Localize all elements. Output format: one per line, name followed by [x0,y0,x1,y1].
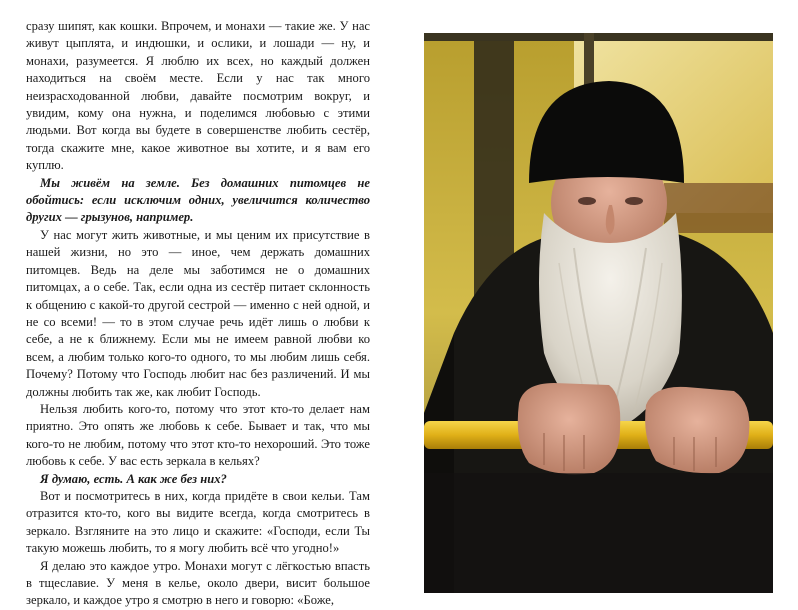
book-text-column [26,18,370,610]
paragraph-3: У нас могут жить животные, и мы ценим их присутствие в нашей жизни, но это — иное, чем держать домашних питомцев. Ведь на деле мы заботимся не о домашних питомцах, а о себе. Так, если одна из сестёр питает склонность к общению с какой-то другой сестрой — именно с ней одной, и не со всеми! — то в этом случае речь идёт лишь о любви к себе, а не к ближнему. Если мы не имеем равной любви ко всем, а любим только кого-то одного, то мы любим лишь себя. Почему? Потому что Господь любит нас без различений. И мы должны любить так же, как любит Господь. [26,227,370,399]
monk-photo-illustration [424,33,773,593]
monk-photo [424,33,773,593]
paragraph-question-2: Я думаю, есть. А как же без них? [40,471,227,486]
paragraph-question-1: Мы живём на земле. Без домашних питомцев не обойтись: если исключим одних, увеличится количество других — грызунов, например. [26,175,370,225]
paragraph-1: сразу шипят, как кошки. Впрочем, и монахи — такие же. У нас живут цыплята, и индюшки, и ослики, и лошади — ну, и монахи, разумеется. Я люблю их всех, но каждый должен находиться на своём месте. Если у нас так много неизрасходованной любви, давайте посмотрим вокруг, и увидим, кому она нужна, и поделимся любовью с этими людьми. Вот когда вы будете в совершенстве любить сестёр, тогда скажите мне, какое животное вы хотите, и я вам его куплю. [26,19,370,173]
paragraph-7: Я делаю это каждое утро. Монахи могут с лёгкостью впасть в тщеславие. У меня в келье, около двери, висит большое зеркало, и каждое утро я смотрю в него и говорю: «Боже, [26,558,370,608]
paragraph-6: Вот и посмотритесь в них, когда придёте в свои кельи. Там отразится кто-то, кого вы видите всегда, когда смотритесь в зеркало. Взгляните на это лицо и скажите: «Господи, если Ты такую можешь любить, то я могу любить всё что угодно!» [26,488,370,556]
paragraph-4: Нельзя любить кого-то, потому что этот кто-то делает нам приятно. Это опять же любовь к себе. Бывает и так, что мы кого-то не любим, потому что этот кто-то нехороший. Это тоже любовь к себе. У вас есть зеркала в кельях? [26,401,370,469]
